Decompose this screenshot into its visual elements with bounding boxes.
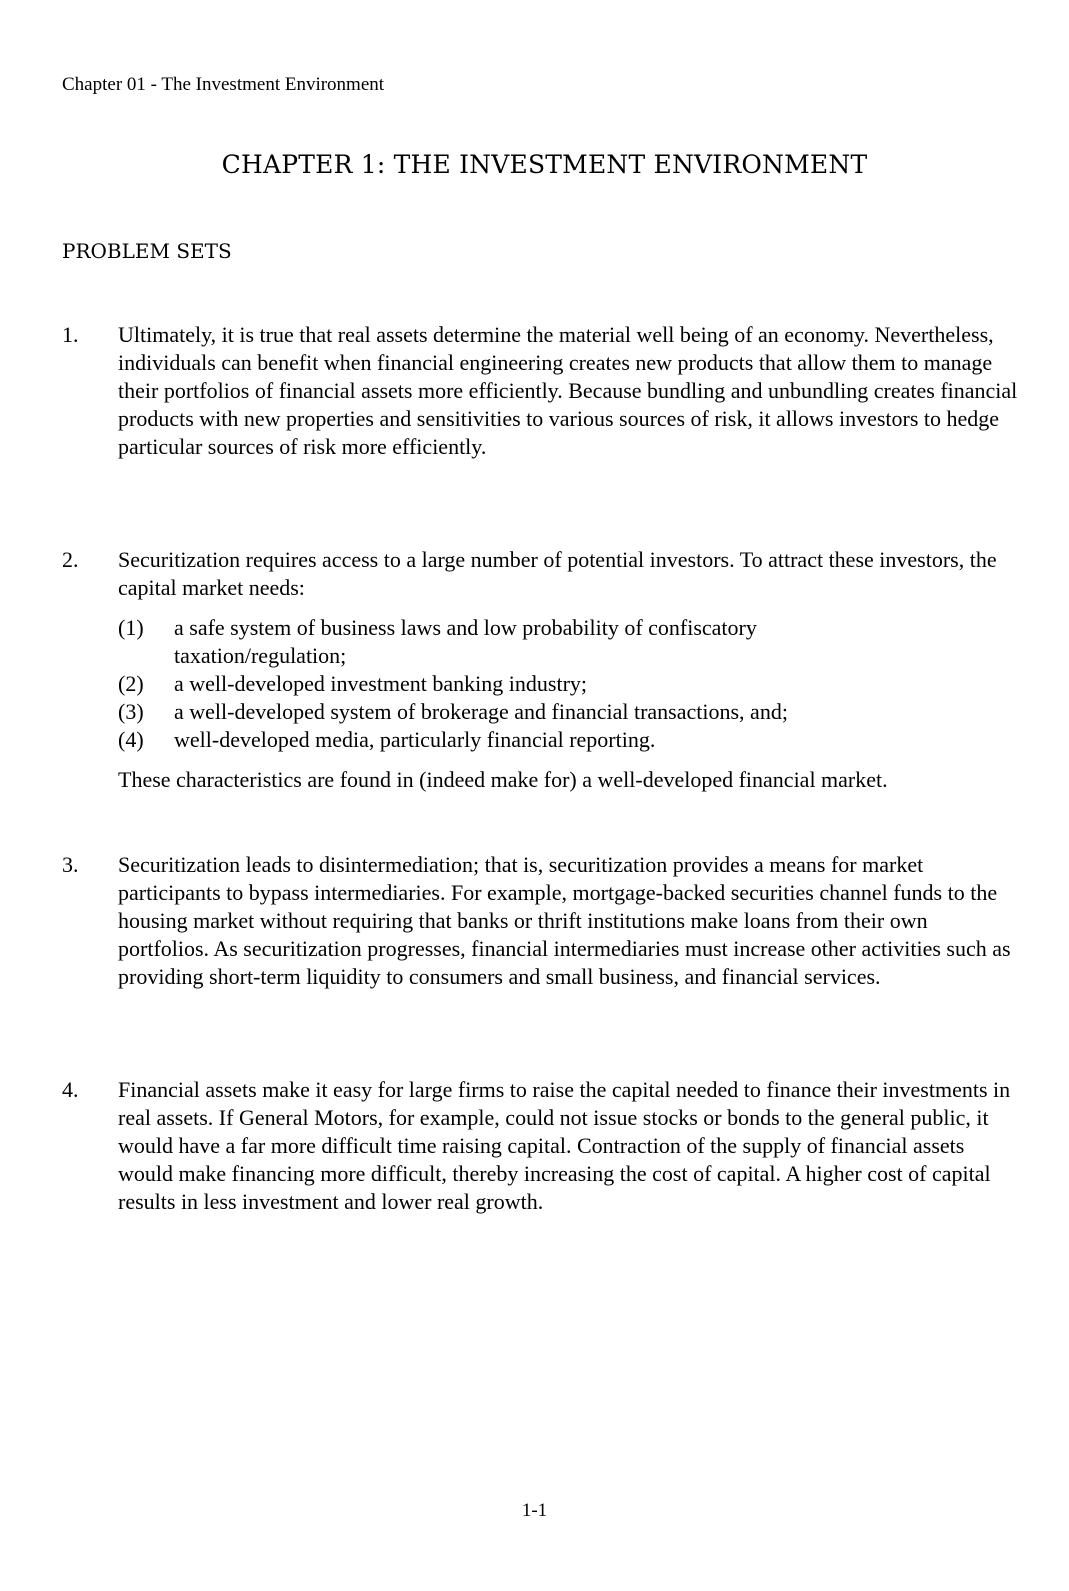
requirements-list	[118, 614, 1022, 754]
list-item-label: (4)	[118, 727, 144, 752]
problem-body	[118, 546, 1022, 794]
problem-number: 1.	[62, 322, 79, 347]
list-item	[118, 698, 1022, 726]
chapter-title: CHAPTER 1: THE INVESTMENT ENVIRONMENT	[221, 150, 868, 179]
list-item-label: (1)	[118, 615, 144, 640]
problem-3	[62, 851, 1022, 991]
list-item-text: a well-developed system of brokerage and financial transactions, and;	[174, 699, 788, 724]
problem-number: 3.	[62, 852, 79, 877]
problem-2	[62, 546, 1022, 794]
list-item-text: well-developed media, particularly financial reporting.	[174, 727, 656, 752]
problem-number: 2.	[62, 547, 79, 572]
problem-4	[62, 1076, 1022, 1216]
page-number: 1-1	[521, 1500, 548, 1521]
running-header: Chapter 01 - The Investment Environment	[62, 74, 385, 95]
problem-text: Securitization leads to disintermediation; that is, securitization provides a means for market participants to bypass intermediaries. For example, mortgage-backed securities channel funds to the housing market without requiring that banks or thrift institutions make loans from their own portfolios. As securitization progresses, financial intermediaries must increase other activities such as providing short-term liquidity to consumers and small business, and financial services.	[118, 852, 1011, 989]
list-item-text: a safe system of business laws and low probability of confiscatory taxation/regulation;	[174, 615, 757, 668]
list-item	[118, 726, 1022, 754]
problem-text: Securitization requires access to a large number of potential investors. To attract these investors, the capital market needs:	[118, 547, 997, 600]
problem-text: Financial assets make it easy for large firms to raise the capital needed to finance their investments in real assets. If General Motors, for example, could not issue stocks or bonds to the general public, it would have a far more difficult time raising capital. Contraction of the supply of financial assets would make financing more difficult, thereby increasing the cost of capital. A higher cost of capital results in less investment and lower real growth.	[118, 1077, 1011, 1214]
list-item	[118, 614, 854, 670]
problem-body	[118, 1076, 1022, 1216]
list-item-label: (3)	[118, 699, 144, 724]
problem-body	[118, 851, 1022, 991]
problem-closing-text: These characteristics are found in (indeed make for) a well-developed financial market.	[118, 767, 888, 792]
problem-1	[62, 321, 1022, 461]
problem-number: 4.	[62, 1077, 79, 1102]
list-item	[118, 670, 1022, 698]
section-heading: PROBLEM SETS	[62, 239, 232, 263]
list-item-label: (2)	[118, 671, 144, 696]
problem-body	[118, 321, 1022, 461]
problem-text: Ultimately, it is true that real assets determine the material well being of an economy. Nevertheless, individuals can benefit when financial engineering creates new products that allow them to manage their portfolios of financial assets more efficiently. Because bundling and unbundling creates financial products with new properties and sensitivities to various sources of risk, it allows investors to hedge particular sources of risk more efficiently.	[118, 322, 1018, 459]
list-item-text: a well-developed investment banking industry;	[174, 671, 588, 696]
